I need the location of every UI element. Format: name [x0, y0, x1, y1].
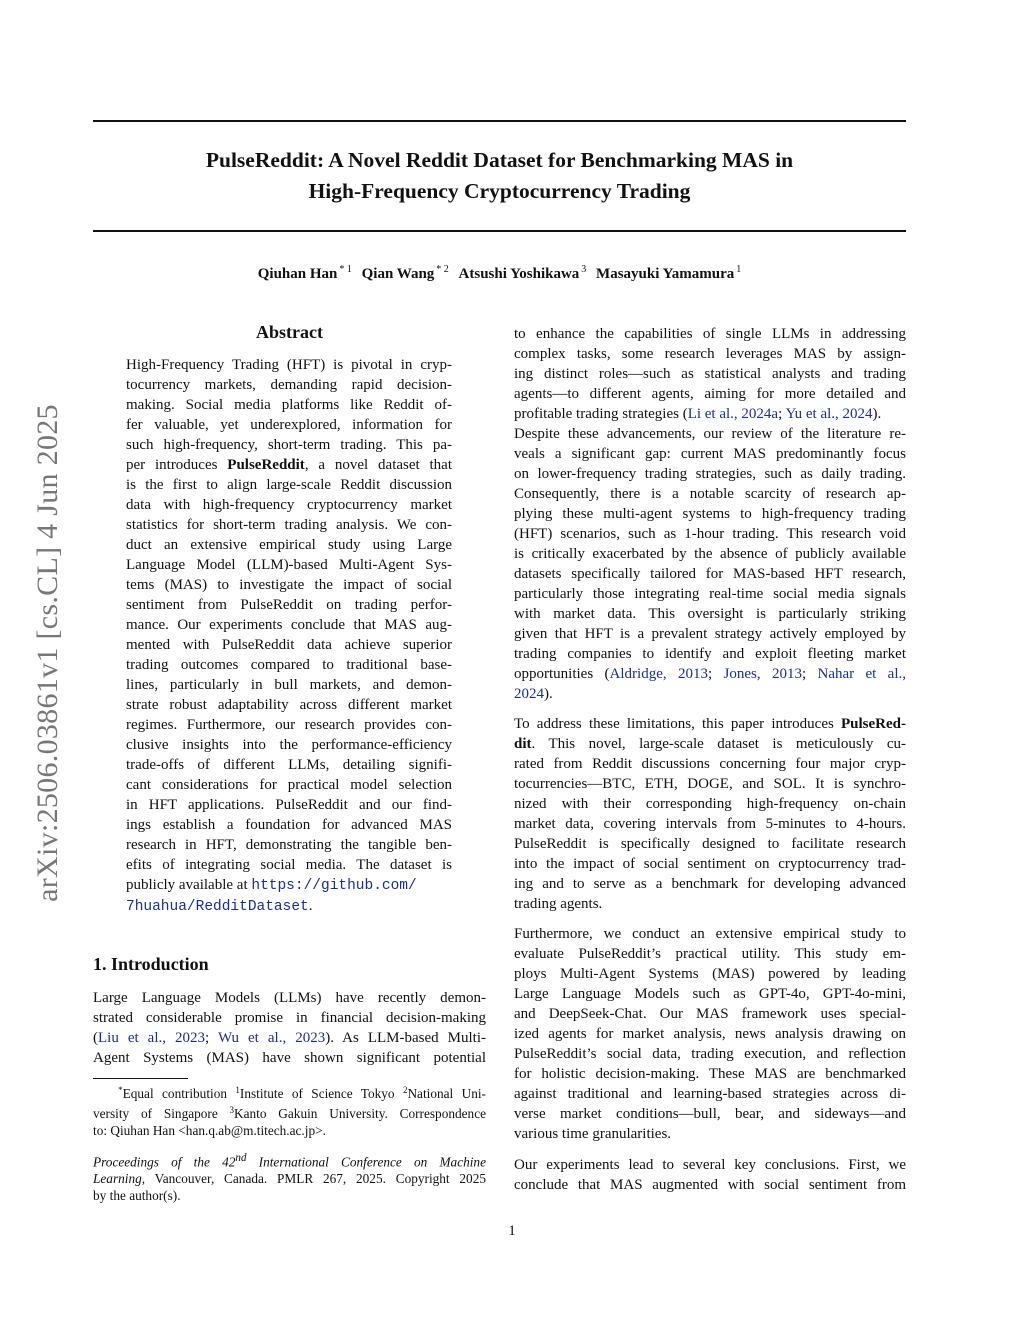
body-line: Despite these advancements, our review of the literature re-: [514, 426, 906, 442]
body-line: ized agents for market analysis, news analysis drawing on: [514, 1026, 906, 1042]
right-column-p4: [514, 1155, 906, 1195]
author: Masayuki Yamamura $^1$: [596, 264, 742, 282]
citation-link[interactable]: Jones, 2013: [723, 666, 802, 682]
page-number: 1: [508, 1223, 516, 1239]
abstract-line: mance. Our experiments conclude that MAS aug-: [126, 617, 452, 633]
abstract-line: sentiment from PulseReddit on trading perfor-: [126, 597, 452, 613]
body-line: datasets specifically tailored for MAS-based HFT research,: [514, 566, 906, 582]
body-line: into the impact of social sentiment on cryptocurrency trad-: [514, 856, 906, 872]
abstract-line: making. Social media platforms like Reddit of-: [126, 397, 452, 413]
abstract-body: [126, 355, 452, 917]
title-line-1: PulseReddit: A Novel Reddit Dataset for Benchmarking MAS in: [205, 148, 794, 172]
body-line: nized with their corresponding high-frequency on-chain: [514, 796, 906, 812]
body-line: profitable trading strategies (Li et al., 2024a; Yu et al., 2024).: [514, 406, 882, 422]
footnote-line: to: Qiuhan Han <han.q.ab@m.titech.ac.jp>.: [93, 1123, 326, 1138]
abstract-line: data with high-frequency cryptocurrency market: [126, 497, 452, 513]
right-column-p1: [514, 324, 906, 704]
body-line: veals a significant gap: current MAS predominantly focus: [514, 446, 906, 462]
body-line: PulseReddit is specifically designed to facilitate research: [514, 836, 906, 852]
dataset-name: PulseRed-: [841, 716, 906, 732]
abstract-line: publicly available at https://github.com/: [126, 877, 417, 894]
abstract-line: trading outcomes compared to traditional base-: [126, 657, 452, 673]
abstract-line: per introduces PulseReddit, a novel dataset that: [126, 457, 452, 473]
proceedings-line: by the author(s).: [93, 1188, 181, 1204]
arxiv-stamp: arXiv:2506.03861v1 [cs.CL] 4 Jun 2025: [31, 404, 64, 902]
body-line: ing and to serve as a benchmark for developing advanced: [514, 876, 906, 892]
body-line: various time granularities.: [514, 1126, 672, 1142]
abstract-line: clusive insights into the performance-efficiency: [126, 737, 452, 753]
body-line: complex tasks, some research leverages MAS by assign-: [514, 346, 906, 362]
footnote: [93, 1082, 486, 1139]
body-line: Our experiments lead to several key conclusions. First, we: [514, 1157, 906, 1173]
body-line: evaluate PulseReddit’s practical utility. This study em-: [514, 946, 906, 962]
footnote-line: versity of Singapore $^3$Kanto Gakuin University. Correspondence: [93, 1105, 487, 1121]
abstract-line: fer valuable, yet underexplored, information for: [126, 417, 452, 433]
body-line: agents—to different agents, aiming for more detailed and: [514, 386, 906, 402]
body-line: opportunities (Aldridge, 2013; Jones, 2013; Nahar et al.,: [514, 666, 907, 682]
dataset-url-link[interactable]: https://github.com/: [251, 878, 417, 894]
abstract-line: ings establish a foundation for advanced MAS: [126, 817, 452, 833]
body-line: (HFT) scenarios, such as 1-hour trading. This research void: [514, 526, 906, 542]
intro-line: Large Language Models (LLMs) have recently demon-: [93, 990, 486, 1006]
citation-link[interactable]: Wu et al., 2023: [217, 1030, 326, 1046]
body-line: against traditional and learning-based strategies across di-: [514, 1086, 906, 1102]
abstract-line: tocurrency markets, demanding rapid decision-: [126, 377, 452, 393]
abstract-line: regimes. Furthermore, our research provides con-: [126, 717, 452, 733]
introduction-body: [93, 988, 486, 1068]
proceedings-line: Proceedings of the 42nd International Conference on Machine: [93, 1152, 486, 1170]
body-line: Furthermore, we conduct an extensive empirical study to: [514, 926, 906, 942]
footnote-rule: [93, 1078, 188, 1079]
footnote-line: *Equal contribution $^1$Institute of Science Tokyo $^2$National Uni-: [118, 1085, 486, 1101]
author: Atsushi Yoshikawa $^3$: [458, 264, 587, 282]
body-line: is critically exacerbated by the absence of publicly available: [514, 546, 906, 562]
proceedings-note: [93, 1150, 486, 1204]
abstract-line: such high-frequency, short-term trading. This pa-: [126, 437, 452, 453]
introduction-heading: 1. Introduction: [93, 954, 209, 974]
body-line: particularly those integrating real-time social media signals: [514, 586, 906, 602]
body-line: and DeepSeek-Chat. Our MAS framework uses special-: [514, 1006, 906, 1022]
body-line: dit. This novel, large-scale dataset is meticulously cu-: [514, 736, 906, 752]
body-line: with market data. This oversight is particularly striking: [514, 606, 906, 622]
body-line: for holistic decision-making. These MAS are benchmarked: [514, 1066, 906, 1082]
abstract-heading: Abstract: [256, 322, 323, 342]
abstract-line: 7huahua/RedditDataset.: [126, 898, 313, 915]
dataset-url-link-cont[interactable]: 7huahua/RedditDataset: [126, 899, 309, 915]
body-line: Consequently, there is a notable scarcity of research ap-: [514, 486, 906, 502]
author: Qiuhan Han $^{* 1}$: [257, 264, 352, 282]
abstract-line: efits of integrating social media. The dataset is: [126, 857, 452, 873]
right-column-p2: [514, 714, 906, 914]
abstract-line: statistics for short-term trading analysis. We con-: [126, 517, 452, 533]
body-line: 2024).: [514, 686, 553, 702]
paper-title: [93, 145, 906, 207]
proceedings-line: Learning, Vancouver, Canada. PMLR 267, 2025. Copyright 2025: [93, 1171, 486, 1187]
abstract-line: is the first to align large-scale Reddit discussion: [126, 477, 452, 493]
citation-link[interactable]: Yu et al., 2024: [785, 406, 873, 422]
abstract-line: lines, particularly in bull markets, and demon-: [126, 677, 452, 693]
citation-link[interactable]: Li et al., 2024a: [687, 406, 779, 422]
abstract-line: High-Frequency Trading (HFT) is pivotal in cryp-: [126, 357, 452, 373]
citation-link[interactable]: Aldridge, 2013: [609, 666, 708, 682]
body-line: verse market conditions—bull, bear, and sideways—and: [514, 1106, 906, 1122]
body-line: rated from Reddit discussions concerning four major cryp-: [514, 756, 906, 772]
right-column-p3: [514, 924, 906, 1144]
body-line: given that HFT is a prevalent strategy actively employed by: [514, 626, 906, 642]
intro-line: Agent Systems (MAS) have shown significant potential: [93, 1050, 486, 1066]
citation-link[interactable]: Liu et al., 2023: [98, 1030, 206, 1046]
abstract-line: Language Model (LLM)-based Multi-Agent Sys-: [126, 557, 452, 573]
body-line: conclude that MAS augmented with social sentiment from: [514, 1177, 906, 1193]
intro-line: (Liu et al., 2023; Wu et al., 2023). As LLM-based Multi-: [93, 1030, 486, 1046]
title-rule-top: [93, 120, 906, 122]
abstract-line: duct an extensive empirical study using Large: [126, 537, 452, 553]
abstract-line: tems (MAS) to investigate the impact of social: [126, 577, 452, 593]
intro-line: strated considerable promise in financial decision-making: [93, 1010, 486, 1026]
abstract-line: mented with PulseReddit data achieve superior: [126, 637, 452, 653]
body-line: To address these limitations, this paper introduces PulseRed-: [514, 716, 906, 732]
title-line-2: High-Frequency Cryptocurrency Trading: [308, 179, 691, 203]
abstract-line: in HFT applications. PulseReddit and our find-: [126, 797, 452, 813]
body-line: plying these multi-agent systems to high-frequency trading: [514, 506, 906, 522]
citation-link[interactable]: 2024: [514, 686, 544, 702]
abstract-line: trade-offs of different LLMs, detailing signifi-: [126, 757, 452, 773]
abstract-line: strate robust adaptability across different market: [126, 697, 452, 713]
body-line: tocurrencies—BTC, ETH, DOGE, and SOL. It is synchro-: [514, 776, 906, 792]
body-line: trading agents.: [514, 896, 603, 912]
author-list: [93, 264, 906, 283]
body-line: to enhance the capabilities of single LLMs in addressing: [514, 326, 906, 342]
citation-link[interactable]: Nahar et al.,: [817, 666, 907, 682]
body-line: ing distinct roles—such as statistical analysts and trading: [514, 366, 906, 382]
body-line: on lower-frequency trading strategies, such as daily trading.: [514, 466, 906, 482]
abstract-line: cant considerations for practical model selection: [126, 777, 452, 793]
body-line: ploys Multi-Agent Systems (MAS) powered by leading: [514, 966, 906, 982]
body-line: Large Language Models such as GPT-4o, GPT-4o-mini,: [514, 986, 906, 1002]
abstract-line: research in HFT, demonstrating the tangible ben-: [126, 837, 452, 853]
body-line: market data, covering intervals from 5-minutes to 4-hours.: [514, 816, 906, 832]
title-rule-bottom: [93, 230, 906, 232]
author: Qian Wang $^{* 2}$: [361, 264, 449, 282]
dataset-name: PulseReddit: [227, 457, 305, 473]
body-line: PulseReddit’s social data, trading execution, and reflection: [514, 1046, 906, 1062]
body-line: trading companies to identify and exploit fleeting market: [514, 646, 906, 662]
